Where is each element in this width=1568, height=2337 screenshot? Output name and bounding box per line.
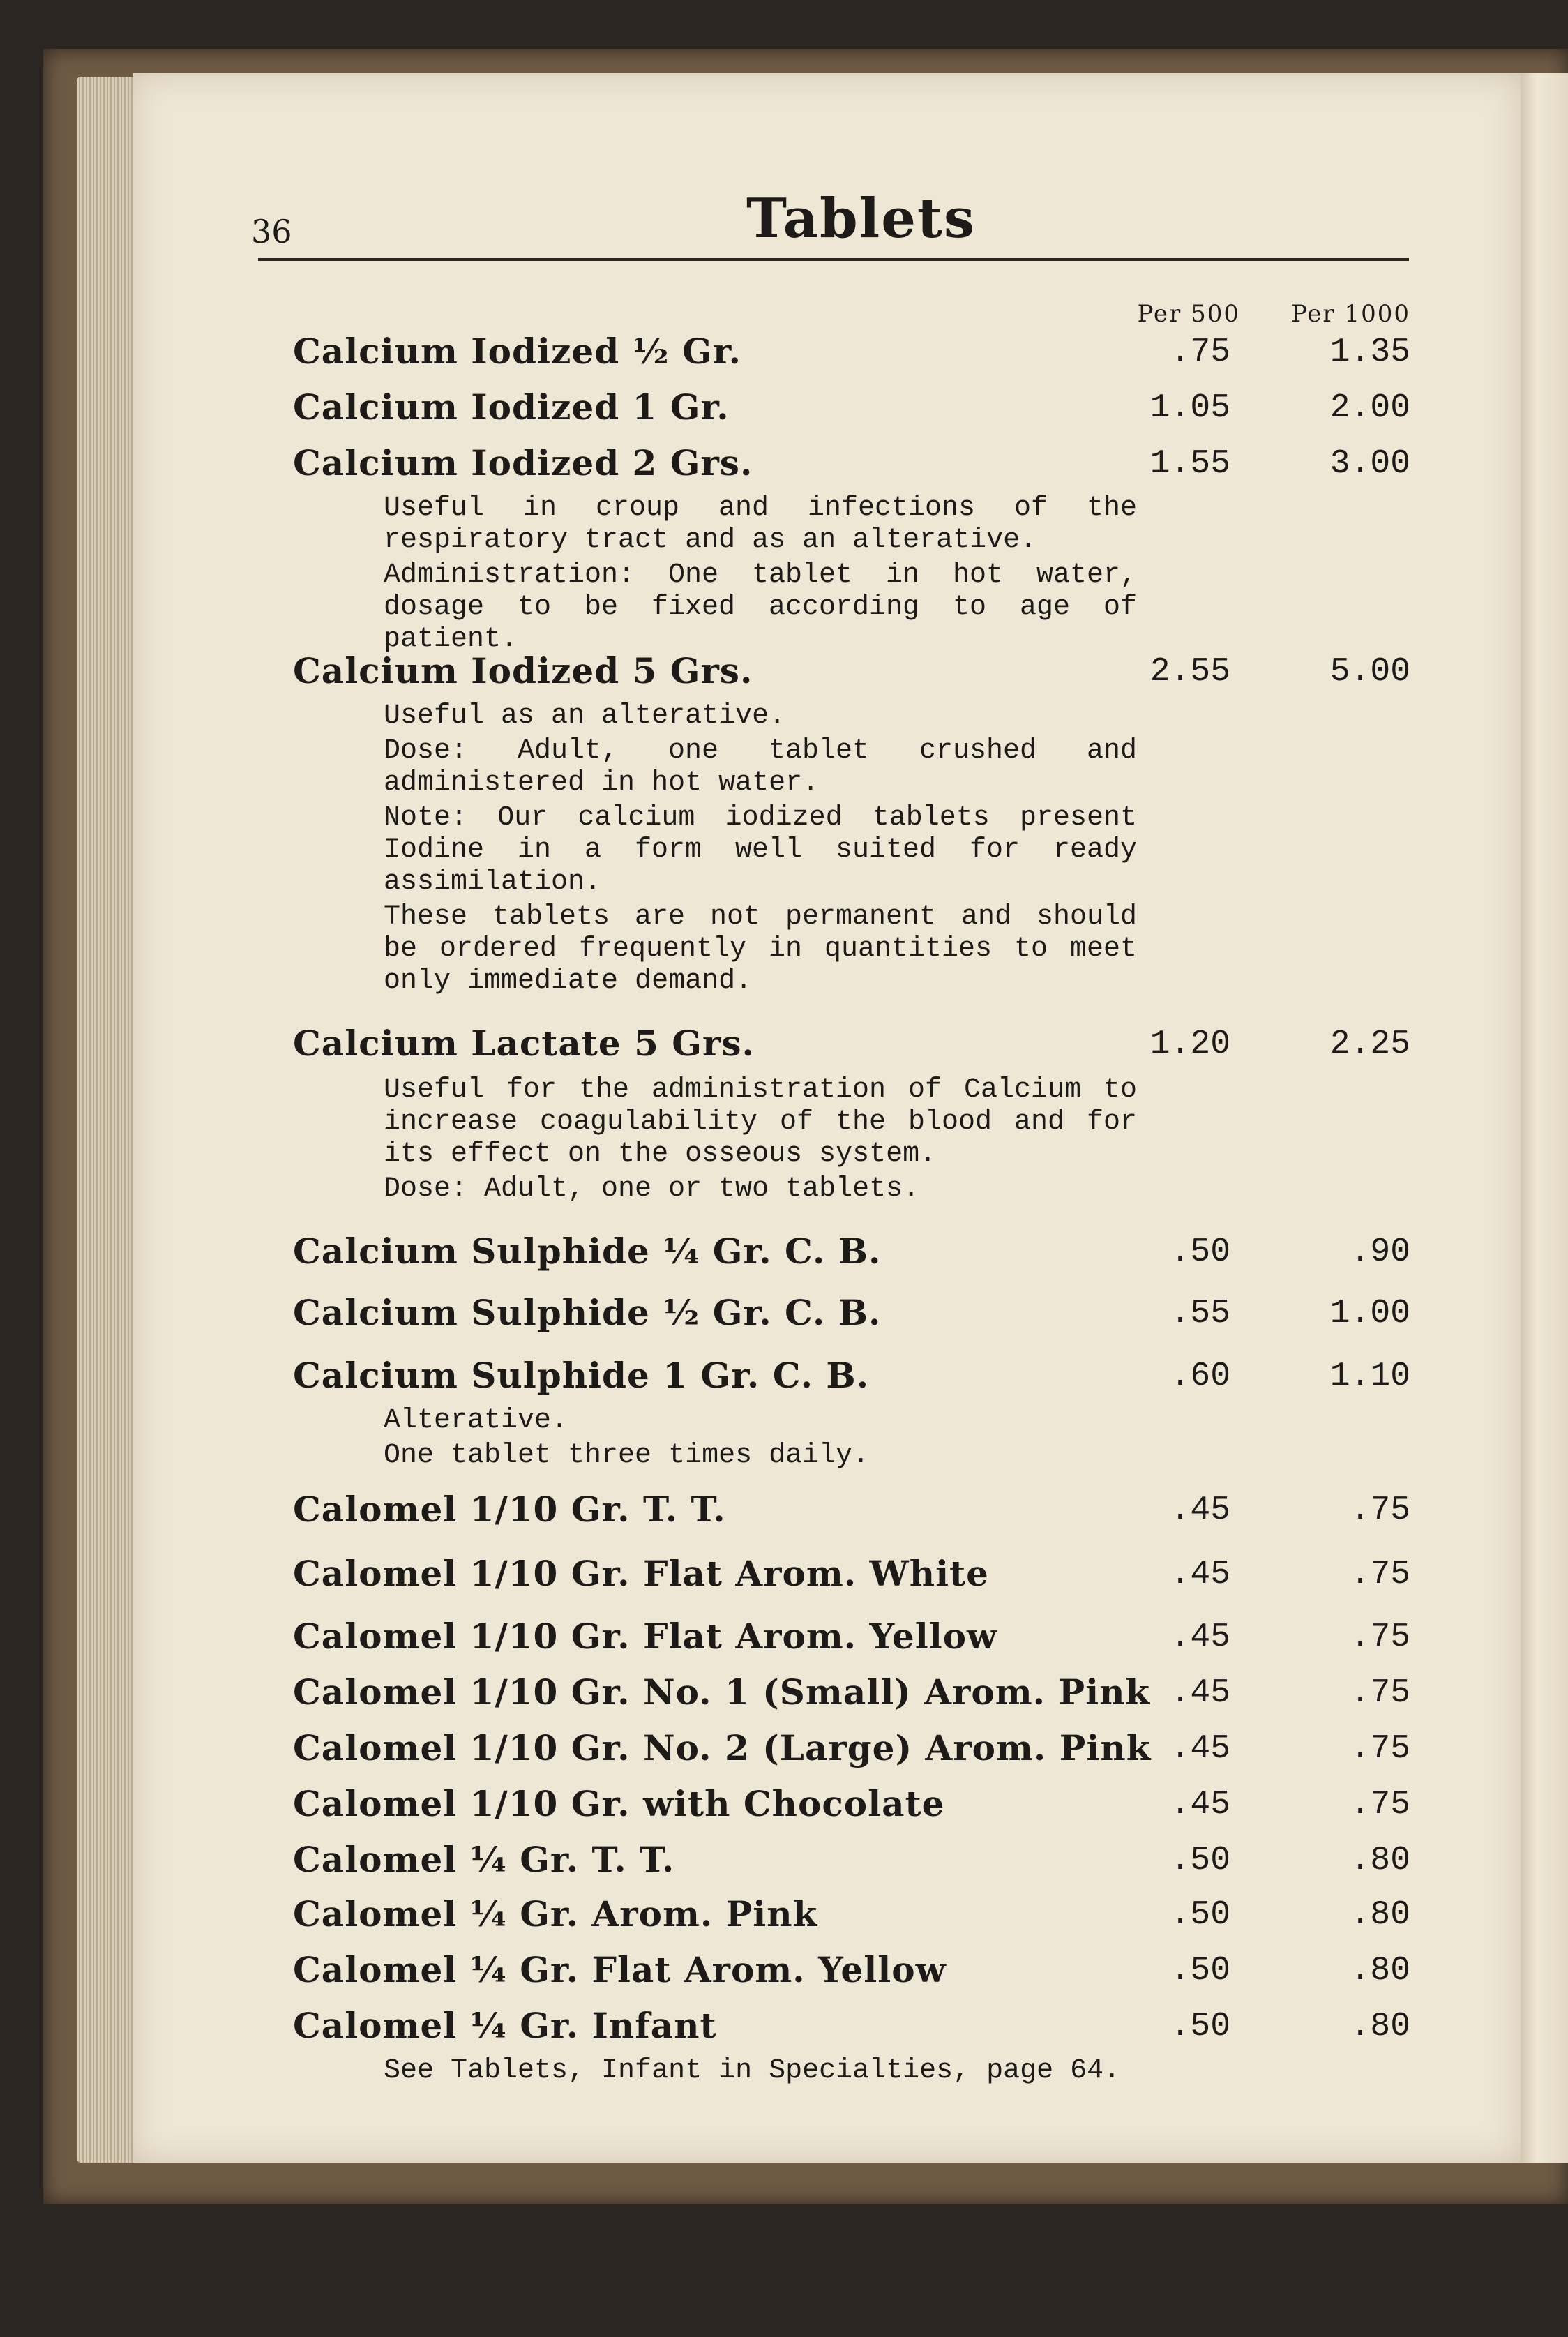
item-price-500: .45 bbox=[1170, 1786, 1230, 1824]
item-price-1000: .80 bbox=[1350, 1842, 1410, 1879]
item-name: Calcium Iodized 5 Grs. bbox=[293, 650, 753, 691]
description-line: Useful as an alterative. bbox=[384, 700, 786, 732]
item-price-500: .50 bbox=[1170, 2008, 1230, 2045]
item-price-500: .50 bbox=[1170, 1896, 1230, 1934]
item-name: Calomel 1/10 Gr. Flat Arom. Yellow bbox=[293, 1616, 998, 1657]
item-price-1000: .80 bbox=[1350, 1896, 1410, 1934]
item-price-500: .45 bbox=[1170, 1730, 1230, 1768]
item-description bbox=[384, 493, 1137, 656]
item-name: Calcium Sulphide 1 Gr. C. B. bbox=[293, 1355, 870, 1396]
item-price-1000: .75 bbox=[1350, 1491, 1410, 1529]
item-name: Calomel 1/10 Gr. No. 1 (Small) Arom. Pink bbox=[293, 1671, 1151, 1713]
page-title: Tablets bbox=[746, 187, 976, 250]
item-price-1000: 1.10 bbox=[1329, 1358, 1410, 1395]
item-price-500: .55 bbox=[1170, 1295, 1230, 1332]
item-price-500: 1.05 bbox=[1149, 389, 1230, 427]
item-price-1000: 1.35 bbox=[1329, 333, 1410, 371]
description-line: Alterative. bbox=[384, 1405, 568, 1436]
item-price-1000: .80 bbox=[1350, 1952, 1410, 1990]
description-line: See Tablets, Infant in Specialties, page 64. bbox=[384, 2055, 1121, 2087]
item-price-500: .50 bbox=[1170, 1952, 1230, 1990]
item-price-500: 2.55 bbox=[1149, 653, 1230, 691]
description-line: Dose: Adult, one or two tablets. bbox=[384, 1173, 920, 1205]
item-price-1000: .75 bbox=[1350, 1556, 1410, 1593]
item-price-500: .45 bbox=[1170, 1618, 1230, 1656]
item-price-1000: .75 bbox=[1350, 1618, 1410, 1656]
item-price-500: .60 bbox=[1170, 1358, 1230, 1395]
column-header-per-1000: Per 1000 bbox=[1290, 300, 1410, 328]
item-price-500: 1.20 bbox=[1149, 1025, 1230, 1063]
item-name: Calcium Sulphide ¼ Gr. C. B. bbox=[293, 1231, 882, 1272]
item-name: Calomel ¼ Gr. Arom. Pink bbox=[293, 1893, 818, 1934]
item-price-1000: .80 bbox=[1350, 2008, 1410, 2045]
item-description bbox=[384, 2055, 1137, 2087]
page-number: 36 bbox=[251, 213, 292, 250]
column-header-per-500: Per 500 bbox=[1137, 300, 1240, 328]
item-price-1000: 1.00 bbox=[1329, 1295, 1410, 1332]
item-name: Calcium Iodized ½ Gr. bbox=[293, 331, 741, 372]
item-name: Calomel ¼ Gr. T. T. bbox=[293, 1839, 675, 1880]
item-name: Calomel 1/10 Gr. with Chocolate bbox=[293, 1783, 945, 1824]
item-price-1000: 5.00 bbox=[1329, 653, 1410, 691]
item-price-1000: .75 bbox=[1350, 1786, 1410, 1824]
book-gutter bbox=[1521, 73, 1568, 2163]
description-line: Note: Our calcium iodized tablets present Iodine in a form well suited for ready assimilation. bbox=[384, 802, 1137, 898]
item-description bbox=[384, 1405, 1137, 1472]
header-rule bbox=[258, 258, 1409, 261]
item-price-500: .50 bbox=[1170, 1842, 1230, 1879]
description-line: Useful for the administration of Calcium to increase coagulability of the blood and for its effect on the osseous system. bbox=[384, 1074, 1137, 1170]
description-line: These tablets are not permanent and should be ordered frequently in quantities to meet only immediate demand. bbox=[384, 901, 1137, 997]
item-name: Calomel 1/10 Gr. No. 2 (Large) Arom. Pink bbox=[293, 1727, 1152, 1768]
description-line: One tablet three times daily. bbox=[384, 1440, 870, 1471]
item-price-1000: 2.00 bbox=[1329, 389, 1410, 427]
item-name: Calcium Sulphide ½ Gr. C. B. bbox=[293, 1292, 882, 1333]
item-name: Calcium Iodized 1 Gr. bbox=[293, 386, 730, 428]
item-price-500: 1.55 bbox=[1149, 445, 1230, 483]
item-price-500: .75 bbox=[1170, 333, 1230, 371]
item-description bbox=[384, 700, 1137, 998]
item-price-500: .45 bbox=[1170, 1491, 1230, 1529]
item-price-1000: .75 bbox=[1350, 1674, 1410, 1712]
item-name: Calcium Lactate 5 Grs. bbox=[293, 1023, 755, 1064]
description-line: Useful in croup and infections of the respiratory tract and as an alterative. bbox=[384, 493, 1137, 556]
item-price-1000: 3.00 bbox=[1329, 445, 1410, 483]
item-price-1000: .90 bbox=[1350, 1233, 1410, 1271]
item-description bbox=[384, 1074, 1137, 1205]
item-name: Calomel 1/10 Gr. T. T. bbox=[293, 1489, 726, 1530]
item-name: Calcium Iodized 2 Grs. bbox=[293, 442, 753, 483]
item-name: Calomel 1/10 Gr. Flat Arom. White bbox=[293, 1553, 989, 1594]
item-price-1000: 2.25 bbox=[1329, 1025, 1410, 1063]
item-price-1000: .75 bbox=[1350, 1730, 1410, 1768]
description-line: Administration: One tablet in hot water, dosage to be fixed according to age of patient. bbox=[384, 559, 1137, 655]
item-price-500: .50 bbox=[1170, 1233, 1230, 1271]
description-line: Dose: Adult, one tablet crushed and administered in hot water. bbox=[384, 735, 1137, 799]
item-name: Calomel ¼ Gr. Flat Arom. Yellow bbox=[293, 1949, 947, 1990]
item-price-500: .45 bbox=[1170, 1674, 1230, 1712]
item-name: Calomel ¼ Gr. Infant bbox=[293, 2005, 717, 2046]
item-price-500: .45 bbox=[1170, 1556, 1230, 1593]
